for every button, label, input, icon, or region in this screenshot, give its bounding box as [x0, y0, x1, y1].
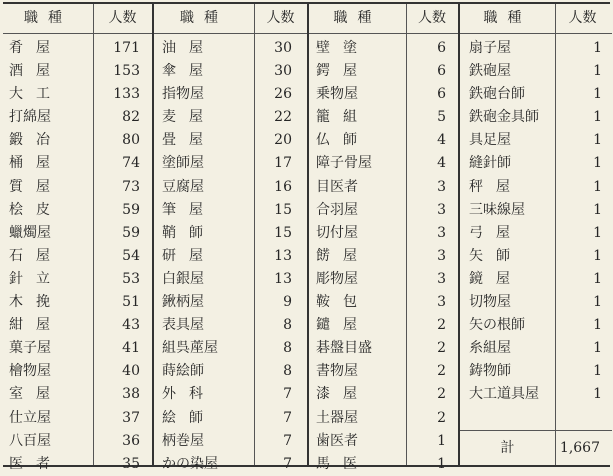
table-row: [154, 222, 309, 245]
occupation-cell: 仕立屋: [9, 409, 51, 426]
occupation-cell: 三味線屋: [469, 201, 525, 218]
occupation-cell: 蠟燭屋: [9, 224, 51, 241]
count-cell: 3: [437, 178, 446, 195]
occupation-cell: 切付屋: [316, 224, 358, 241]
occupation-cell: 矢の根師: [469, 317, 525, 334]
table-row: [309, 129, 460, 152]
table-row: [154, 37, 309, 60]
occupation-cell: 鑓屋: [316, 317, 370, 334]
table-row: [309, 199, 460, 222]
table-row: [309, 383, 460, 406]
occupation-cell: 針立: [9, 270, 63, 287]
table-row: [3, 60, 152, 83]
table-row: [154, 383, 309, 406]
table-row: [309, 222, 460, 245]
table-row: [154, 268, 309, 291]
table-row: [460, 222, 612, 245]
occupation-cell: 木挽: [9, 294, 63, 311]
occupation-cell: 組呉蓙屋: [162, 340, 218, 357]
table-row: [3, 453, 152, 476]
occupation-cell: 八百屋: [9, 432, 51, 449]
count-cell: 30: [274, 40, 292, 56]
occupation-cell: 傘屋: [162, 63, 216, 80]
occupation-cell: 扇子屋: [469, 40, 511, 56]
occupation-cell: 指物屋: [162, 86, 204, 103]
occupation-cell: 矢師: [469, 247, 523, 264]
count-cell: 13: [274, 270, 292, 287]
occupation-header: 職種: [180, 10, 228, 26]
count-cell: 1: [593, 155, 602, 172]
table-block-1: [3, 4, 152, 472]
table-row: [3, 176, 152, 199]
table-row: [154, 152, 309, 175]
count-cell: 37: [122, 409, 140, 426]
count-cell: 1: [593, 247, 602, 264]
table-row: [154, 129, 309, 152]
count-cell: 35: [122, 455, 140, 472]
count-cell: 1: [593, 86, 602, 103]
occupation-cell: 檜物屋: [9, 363, 51, 380]
occupation-cell: 豆腐屋: [162, 178, 204, 195]
occupation-cell: 鉄砲台師: [469, 86, 525, 103]
occupation-cell: 白銀屋: [162, 270, 204, 287]
occupation-cell: 籠組: [316, 109, 370, 126]
count-cell: 2: [437, 317, 446, 334]
table-row: [460, 83, 612, 106]
table-row: [309, 314, 460, 337]
occupation-cell: 柄巻屋: [162, 432, 204, 449]
occupation-cell: 鍔屋: [316, 63, 370, 80]
table-row: [3, 199, 152, 222]
table-header: [154, 4, 309, 34]
count-cell: 1: [437, 432, 446, 449]
count-cell: 22: [274, 109, 292, 126]
count-cell: 6: [437, 86, 446, 103]
occupation-cell: 桶屋: [9, 155, 63, 172]
count-cell: 4: [437, 132, 446, 149]
occupation-cell: 酒屋: [9, 63, 63, 80]
occupation-header: 職種: [333, 10, 382, 26]
table-rows: [460, 37, 612, 407]
occupation-cell: 石屋: [9, 247, 63, 264]
table-row: [460, 337, 612, 360]
table-header: [3, 4, 152, 34]
occupation-cell: 鉄砲金具師: [469, 109, 539, 126]
count-cell: 3: [437, 201, 446, 218]
count-cell: 153: [113, 63, 140, 80]
table-row: [3, 337, 152, 360]
occupation-cell: 室屋: [9, 386, 63, 403]
count-cell: 8: [283, 340, 292, 357]
count-cell: 73: [122, 178, 140, 195]
table-row: [309, 152, 460, 175]
count-cell: 1: [593, 109, 602, 126]
count-cell: 82: [122, 109, 140, 126]
count-cell: 13: [274, 247, 292, 264]
count-cell: 1: [593, 294, 602, 311]
table-row: [460, 176, 612, 199]
count-cell: 1: [593, 270, 602, 287]
occupation-cell: 油屋: [162, 40, 216, 56]
occupation-cell: 塗師屋: [162, 155, 204, 172]
table-row: [3, 152, 152, 175]
occupation-cell: 土器屋: [316, 409, 358, 426]
occupation-cell: 大工: [9, 86, 63, 103]
occupation-cell: 外科: [162, 386, 216, 403]
occupation-cell: 糸組屋: [469, 340, 511, 357]
occupation-cell: 鍬柄屋: [162, 294, 204, 311]
table-row: [309, 453, 460, 476]
count-cell: 36: [122, 432, 140, 449]
occupation-cell: かの染屋: [162, 455, 218, 472]
occupation-cell: 鍛冶: [9, 132, 63, 149]
count-header: 人数: [108, 10, 137, 26]
occupation-cell: 障子骨屋: [316, 155, 372, 172]
table-row: [309, 60, 460, 83]
table-row: [460, 360, 612, 383]
table-row: [3, 430, 152, 453]
count-cell: 1: [593, 317, 602, 334]
count-cell: 1: [593, 178, 602, 195]
total-label: 計: [500, 440, 515, 456]
count-cell: 16: [274, 178, 292, 195]
table-rows: [154, 37, 309, 476]
count-header: 人数: [568, 10, 597, 26]
count-cell: 59: [122, 201, 140, 218]
count-cell: 54: [122, 247, 140, 264]
table-row: [460, 106, 612, 129]
count-cell: 1: [593, 340, 602, 357]
table-row: [154, 314, 309, 337]
count-cell: 15: [274, 201, 292, 218]
occupation-cell: 研屋: [162, 247, 216, 264]
count-cell: 1: [593, 201, 602, 218]
count-cell: 59: [122, 224, 140, 241]
table-row: [3, 37, 152, 60]
total-row: [460, 430, 612, 465]
occupation-cell: 畳屋: [162, 132, 216, 149]
table-row: [154, 360, 309, 383]
table-row: [3, 129, 152, 152]
count-cell: 15: [274, 224, 292, 241]
occupation-cell: 彫物屋: [316, 270, 358, 287]
count-cell: 3: [437, 270, 446, 287]
table-row: [3, 83, 152, 106]
occupation-cell: 歯医者: [316, 432, 358, 449]
table-block-3: [307, 4, 460, 472]
count-cell: 1: [593, 224, 602, 241]
count-cell: 80: [122, 132, 140, 149]
occupation-cell: 筆屋: [162, 201, 216, 218]
count-cell: 2: [437, 363, 446, 380]
count-header: 人数: [418, 10, 446, 26]
occupation-cell: 漆屋: [316, 386, 370, 403]
occupation-cell: 鞘師: [162, 224, 216, 241]
occupation-cell: 合羽屋: [316, 201, 358, 218]
count-cell: 3: [437, 247, 446, 264]
count-cell: 17: [274, 155, 292, 172]
table-row: [154, 245, 309, 268]
table-row: [309, 106, 460, 129]
occupation-cell: 大工道具屋: [469, 386, 539, 403]
occupation-cell: 書物屋: [316, 363, 358, 380]
count-cell: 7: [283, 455, 292, 472]
occupation-cell: 碁盤目盛: [316, 340, 372, 357]
table-row: [154, 83, 309, 106]
count-cell: 20: [274, 132, 292, 149]
occupation-cell: 鏡屋: [469, 270, 523, 287]
count-cell: 53: [122, 270, 140, 287]
count-cell: 2: [437, 340, 446, 357]
table-block-4: [458, 4, 612, 465]
table-row: [309, 83, 460, 106]
occupation-table: [3, 2, 610, 472]
count-cell: 1: [437, 455, 446, 472]
table-row: [460, 129, 612, 152]
occupation-cell: 鉄砲屋: [469, 63, 511, 80]
table-row: [460, 268, 612, 291]
table-row: [309, 360, 460, 383]
table-row: [3, 360, 152, 383]
occupation-cell: 蒔絵師: [162, 363, 204, 380]
occupation-cell: 桧皮: [9, 201, 63, 218]
count-cell: 7: [283, 432, 292, 449]
count-cell: 8: [283, 363, 292, 380]
occupation-cell: 目医者: [316, 178, 358, 195]
occupation-cell: 医者: [9, 455, 63, 472]
occupation-header: 職種: [483, 10, 532, 26]
table-row: [460, 37, 612, 60]
table-row: [3, 222, 152, 245]
occupation-cell: 乗物屋: [316, 86, 358, 103]
occupation-cell: 切物屋: [469, 294, 511, 311]
occupation-cell: 菓子屋: [9, 340, 51, 357]
table-row: [3, 407, 152, 430]
count-cell: 7: [283, 386, 292, 403]
occupation-cell: 紺屋: [9, 317, 63, 334]
count-cell: 38: [122, 386, 140, 403]
table-block-2: [152, 4, 309, 472]
table-row: [309, 430, 460, 453]
table-row: [309, 245, 460, 268]
table-row: [460, 60, 612, 83]
table-row: [460, 199, 612, 222]
count-cell: 6: [437, 63, 446, 80]
occupation-cell: 餝屋: [316, 247, 370, 264]
table-row: [154, 176, 309, 199]
table-row: [3, 314, 152, 337]
occupation-cell: 肴屋: [9, 40, 63, 56]
count-cell: 133: [113, 86, 140, 103]
table-row: [309, 268, 460, 291]
table-row: [154, 430, 309, 453]
occupation-cell: 麦屋: [162, 109, 216, 126]
count-cell: 2: [437, 386, 446, 403]
count-cell: 4: [437, 155, 446, 172]
count-cell: 1: [593, 386, 602, 403]
count-cell: 171: [113, 40, 140, 56]
table-row: [309, 407, 460, 430]
count-cell: 3: [437, 294, 446, 311]
occupation-cell: 鋳物師: [469, 363, 511, 380]
count-cell: 3: [437, 224, 446, 241]
count-cell: 51: [122, 294, 140, 311]
table-rows: [309, 37, 460, 476]
table-header: [460, 4, 612, 34]
count-cell: 41: [122, 340, 140, 357]
occupation-cell: 仏師: [316, 132, 370, 149]
table-row: [309, 291, 460, 314]
occupation-cell: 弓屋: [469, 224, 523, 241]
occupation-cell: 壁塗: [316, 40, 370, 56]
table-row: [3, 245, 152, 268]
table-row: [3, 106, 152, 129]
table-row: [3, 268, 152, 291]
table-row: [460, 383, 612, 406]
count-cell: 6: [437, 40, 446, 56]
table-row: [154, 407, 309, 430]
count-cell: 5: [437, 109, 446, 126]
occupation-cell: 打綿屋: [9, 109, 51, 126]
table-row: [309, 337, 460, 360]
count-cell: 74: [122, 155, 140, 172]
table-rows: [3, 37, 152, 476]
count-cell: 30: [274, 63, 292, 80]
count-cell: 1: [593, 63, 602, 80]
count-cell: 40: [122, 363, 140, 380]
occupation-cell: 秤屋: [469, 178, 523, 195]
occupation-header: 職種: [24, 10, 72, 26]
count-cell: 1: [593, 363, 602, 380]
table-row: [3, 291, 152, 314]
table-row: [460, 291, 612, 314]
count-cell: 8: [283, 317, 292, 334]
total-count: 1,667: [559, 440, 600, 456]
table-row: [309, 37, 460, 60]
table-row: [309, 176, 460, 199]
table-row: [460, 245, 612, 268]
occupation-cell: 馬医: [316, 455, 370, 472]
table-row: [154, 337, 309, 360]
table-row: [460, 152, 612, 175]
occupation-cell: 質屋: [9, 178, 63, 195]
occupation-cell: 絵師: [162, 409, 216, 426]
count-cell: 1: [593, 132, 602, 149]
count-cell: 43: [122, 317, 140, 334]
table-row: [154, 453, 309, 476]
count-cell: 2: [437, 409, 446, 426]
count-cell: 9: [283, 294, 292, 311]
count-cell: 7: [283, 409, 292, 426]
table-row: [154, 199, 309, 222]
table-row: [154, 291, 309, 314]
count-header: 人数: [266, 10, 295, 26]
table-header: [309, 4, 460, 34]
count-cell: 1: [593, 40, 602, 56]
table-row: [3, 383, 152, 406]
table-row: [460, 314, 612, 337]
table-row: [154, 106, 309, 129]
occupation-cell: 具足屋: [469, 132, 511, 149]
count-cell: 26: [274, 86, 292, 103]
occupation-cell: 表具屋: [162, 317, 204, 334]
table-row: [154, 60, 309, 83]
occupation-cell: 鞍包: [316, 294, 370, 311]
occupation-cell: 縫針師: [469, 155, 511, 172]
